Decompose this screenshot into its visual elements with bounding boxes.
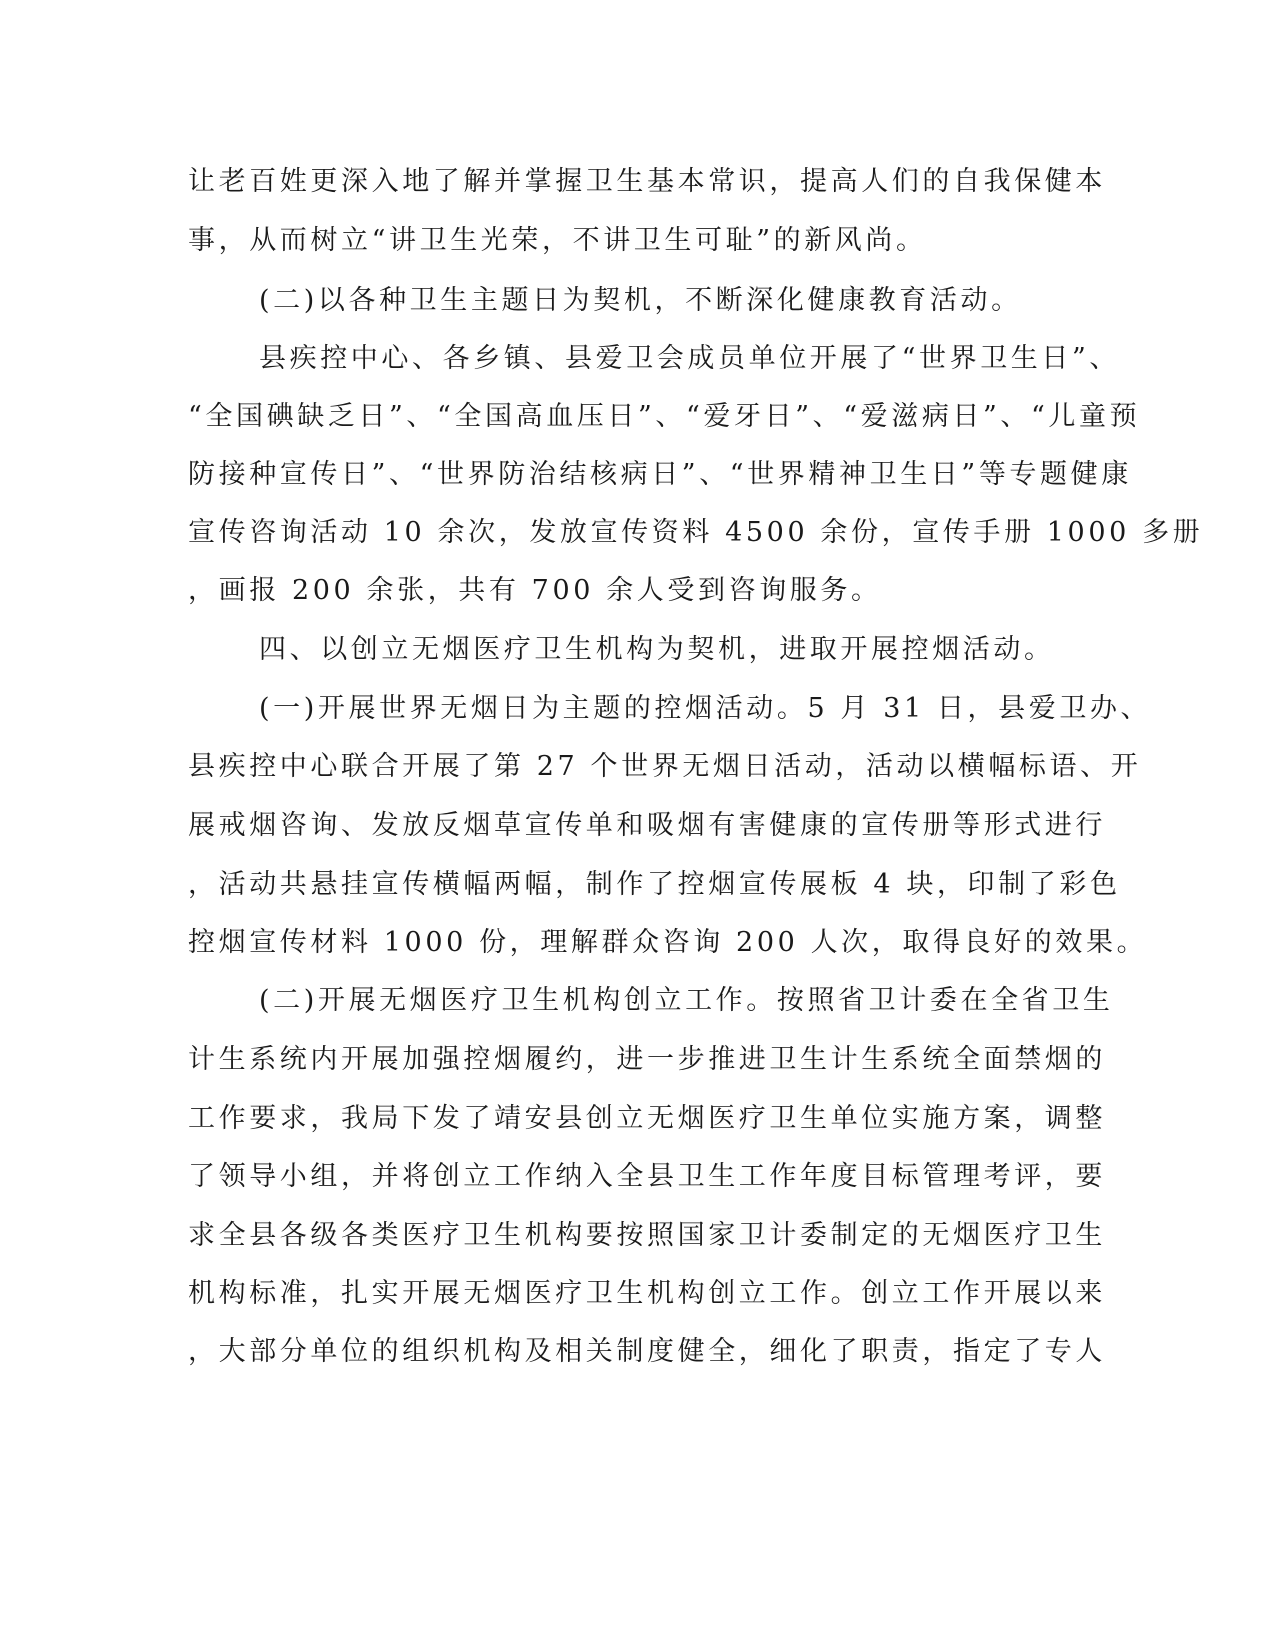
section-heading: (二)以各种卫生主题日为契机，不断深化健康教育活动。 [259,285,1022,316]
text-line: 工作要求，我局下发了靖安县创立无烟医疗卫生单位实施方案，调整 [188,1103,1106,1134]
text-line: 宣传咨询活动 10 余次，发放宣传资料 4500 余份，宣传手册 1000 多册 [188,517,1204,548]
paragraph-start: 县疾控中心、各乡镇、县爱卫会成员单位开展了“世界卫生日”、 [259,343,1121,374]
text-line: 县疾控中心联合开展了第 27 个世界无烟日活动，活动以横幅标语、开 [188,751,1142,782]
text-line: 控烟宣传材料 1000 份，理解群众咨询 200 人次，取得良好的效果。 [188,927,1148,958]
paragraph-start: (二)开展无烟医疗卫生机构创立工作。按照省卫计委在全省卫生 [259,985,1114,1016]
text-line: ，画报 200 余张，共有 700 余人受到咨询服务。 [188,575,882,606]
text-line: ，活动共悬挂宣传横幅两幅，制作了控烟宣传展板 4 块，印制了彩色 [188,869,1121,900]
text-line: “全国碘缺乏日”、“全国高血压日”、“爱牙日”、“爱滋病日”、“儿童预 [188,401,1141,432]
text-line: 计生系统内开展加强控烟履约，进一步推进卫生计生系统全面禁烟的 [188,1044,1106,1075]
text-line: 防接种宣传日”、“世界防治结核病日”、“世界精神卫生日”等专题健康 [188,459,1132,490]
text-line: 展戒烟咨询、发放反烟草宣传单和吸烟有害健康的宣传册等形式进行 [188,810,1106,841]
text-line: 机构标准，扎实开展无烟医疗卫生机构创立工作。创立工作开展以来 [188,1278,1106,1309]
section-heading: 四、以创立无烟医疗卫生机构为契机，进取开展控烟活动。 [259,634,1055,665]
text-line: 让老百姓更深入地了解并掌握卫生基本常识，提高人们的自我保健本 [188,166,1106,197]
text-line: 了领导小组，并将创立工作纳入全县卫生工作年度目标管理考评，要 [188,1161,1106,1192]
text-line: ，大部分单位的组织机构及相关制度健全，细化了职责，指定了专人 [188,1336,1106,1367]
paragraph-start: (一)开展世界无烟日为主题的控烟活动。5 月 31 日，县爱卫办、 [259,693,1152,724]
text-line: 事，从而树立“讲卫生光荣，不讲卫生可耻”的新风尚。 [188,225,927,256]
text-line: 求全县各级各类医疗卫生机构要按照国家卫计委制定的无烟医疗卫生 [188,1220,1106,1251]
